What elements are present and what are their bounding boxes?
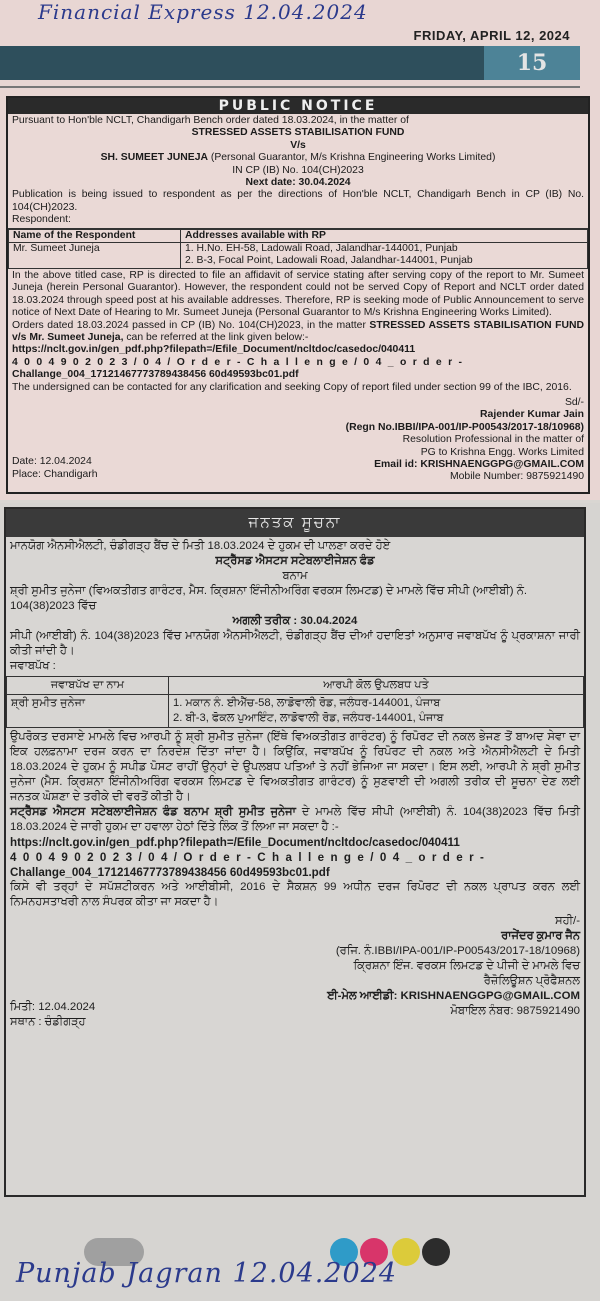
orders-text: ਦੇ ਮਾਮਲੇ ਵਿੱਚ ਸੀਪੀ (ਆਈਬੀ) ਨੰ. 104(38)2023 ਵਿੱਚ ਮਿਤੀ 18.03.2024 ਦੇ ਜਾਰੀ ਹੁਕਮ ਦਾ ਹਵਾਲਾ ਹੇਠਾਂ ਦਿੱਤੇ ਲਿੰਕ ਤੋਂ ਲਿਆ ਜਾ ਸਕਦਾ ਹੈ :- [10,806,580,833]
order-link[interactable]: Challange_004_17121467773789438456 60d49593bc01.pdf [12,369,299,381]
signature-block [6,912,584,1032]
divider [0,86,580,88]
contact-statement: ਕਿਸੇ ਵੀ ਤਰ੍ਹਾਂ ਦੇ ਸਪੱਸ਼ਟੀਕਰਨ ਅਤੇ ਆਈਬੀਸੀ, 2016 ਦੇ ਸੈਕਸ਼ਨ 99 ਅਧੀਨ ਦਰਜ ਰਿਪੋਰਟ ਦੀ ਨਕਲ ਪ੍ਰਾਪਤ ਕਰਨ ਲਈ ਨਿਮਨਹਸਤਾਖਰੀ ਨਾਲ ਸੰਪਰਕ ਕੀਤਾ ਜਾ ਸਕਦਾ ਹੈ। [10,881,580,908]
signatory-mobile: Mobile Number: 9875921490 [449,471,584,483]
case-title: ਸਟ੍ਰੈੱਸਡ ਐਸਟਸ ਸਟੇਬਲਾਈਜੇਸ਼ਨ ਫੰਡ ਬਨਾਮ ਸ਼੍ਰੀ ਸੁਮੀਤ ਜੁਨੇਜਾ [10,806,296,818]
handwritten-source-label: Punjab Jagran 12.04.2024 [16,1258,398,1289]
versus: V/s [290,139,306,151]
respondent-description: ਸ਼੍ਰੀ ਸੁਮੀਤ ਜੁਨੇਜਾ (ਵਿਅਕਤੀਗਤ ਗਾਰੰਟਰ, ਮੈਸ. ਕ੍ਰਿਸ਼ਨਾ ਇੰਜੀਨੀਅਰਿੰਗ ਵਰਕਸ ਲਿਮਟਡ) ਦੇ ਮਾਮਲੇ ਵਿੱਚ ਸੀਪੀ (ਆਈਬੀ) ਨੰ. 104(38)2023 ਵਿੱਚ [10,585,527,612]
signatory-role: PG to Krishna Engg. Works Limited [420,446,584,458]
financial-express-clipping [0,0,600,500]
public-notice-punjabi [4,507,586,1197]
punjab-jagran-clipping [0,503,600,1301]
contact-statement: The undersigned can be contacted for any clarification and seeking Copy of report filed under section 99 of the IBC, 2016. [12,381,572,393]
signed-marker: Sd/- [564,396,584,408]
signatory-role: ਰੈਜ਼ੋਲਿਊਸ਼ਨ ਪ੍ਰੋਫੈਸ਼ਨਲ [483,975,580,987]
versus: ਬਨਾਮ [282,570,308,582]
respondent-table [8,229,588,269]
notice-title: PUBLIC NOTICE [8,98,588,114]
order-link[interactable]: https://nclt.gov.in/gen_pdf.php?filepath=/Efile_Document/ncltdoc/casedoc/040411 [10,836,460,849]
notice-date: Date: 12.04.2024 [12,456,92,468]
respondent-cell: Mr. Sumeet Juneja [9,243,181,269]
table-header: ਆਰਪੀ ਕੋਲ ਉਪਲਬਧ ਪਤੇ [169,677,584,695]
respondent-name: SH. SUMEET JUNEJA [100,152,208,164]
notice-place: ਸਥਾਨ : ਚੰਡੀਗੜ੍ਹ [10,1016,86,1028]
address-2: 2. B-3, Focal Point, Ladowali Road, Jalandhar-144001, Punjab [185,255,473,267]
signatory-mobile: ਮੋਬਾਇਲ ਨੰਬਰ: 9875921490 [450,1005,580,1017]
publication-statement: ਸੀਪੀ (ਆਈਬੀ) ਨੰ. 104(38)2023 ਵਿੱਚ ਮਾਨਯੋਗ ਐਨਸੀਐਲਟੀ, ਚੰਡੀਗੜ੍ਹ ਬੈਂਚ ਦੀਆਂ ਹਦਾਇਤਾਂ ਅਨੁਸਾਰ ਜਵਾਬਪੱਖ ਨੂੰ ਪ੍ਰਕਾਸ਼ਨਾ ਜਾਰੀ ਕੀਤੀ ਜਾਂਦੀ ਹੈ। [10,630,580,657]
signatory-role: Resolution Professional in the matter of [402,434,584,446]
signatory-name: Rajender Kumar Jain [480,409,584,421]
signatory-email: Email id: KRISHNAENGGPG@GMAIL.COM [374,458,584,470]
respondent-description: (Personal Guarantor, M/s Krishna Engineering Works Limited) [208,152,496,164]
notice-date: ਮਿਤੀ: 12.04.2024 [10,1001,96,1013]
signed-marker: ਸਹੀ/- [555,915,580,927]
notice-intro: Pursuant to Hon'ble NCLT, Chandigarh Bench order dated 18.03.2024, in the matter of [12,115,409,126]
case-number: IN CP (IB) No. 104(CH)2023 [232,164,364,176]
next-hearing-date: ਅਗਲੀ ਤਰੀਕ : 30.04.2024 [232,615,358,627]
signatory-role: ਕ੍ਰਿਸ਼ਨਾ ਇੰਜ. ਵਰਕਸ ਲਿਮਟਡ ਦੇ ਪੀਜੀ ਦੇ ਮਾਮਲੇ ਵਿਚ [353,960,580,972]
orders-text: Orders dated 18.03.2024 passed in CP (IB) No. 104(CH)2023, in the matter [12,319,370,331]
registration-number: (Regn No.IBBI/IPA-001/IP-P00543/2017-18/10968) [345,421,584,433]
notice-body: In the above titled case, RP is directed to file an affidavit of service stating after serving copy of the report to Mr. Sumeet Juneja (herein Personal Guarantor). However, the respondent could not be served Copy of Report and NCLT order dated 18.03.2024 through speed post at his available addresses. Therefore, RP is seeking mode of Public Announcement to serve notice of Next Date of Hearing to Mr. Sumeet Juneja (Personal Guarantor to M/s Krishna Engineering Works Limited). [12,269,584,319]
signatory-name: ਰਾਜੇਂਦਰ ਕੁਮਾਰ ਜੈਨ [501,930,580,942]
case-title: STRESSED ASSETS STABILISATION FUND v/s Mr. Sumeet Juneja, [12,319,584,343]
petitioner-name: ਸਟ੍ਰੈੱਸਡ ਐਸਟਸ ਸਟੇਬਲਾਈਜੇਸ਼ਨ ਫੰਡ [215,555,375,567]
notice-intro: ਮਾਨਯੋਗ ਐਨਸੀਐਲਟੀ, ਚੰਡੀਗੜ੍ਹ ਬੈਂਚ ਦੇ ਮਿਤੀ 18.03.2024 ਦੇ ਹੁਕਮ ਦੀ ਪਾਲਣਾ ਕਰਦੇ ਹੋਏ [10,540,391,552]
respondent-label: ਜਵਾਬਪੱਖ : [10,660,56,672]
address-1: 1. ਮਕਾਨ ਨੰ. ਈਐੱਚ-58, ਲਾਡੋਵਾਲੀ ਰੋਡ, ਜਲੰਧਰ-144001, ਪੰਜਾਬ [173,697,441,709]
table-row [9,243,588,269]
page-header-bar [0,46,580,80]
petitioner-name: STRESSED ASSETS STABILISATION FUND [191,127,405,139]
respondent-table [6,676,584,728]
notice-title: ਜਨਤਕ ਸੂਚਨਾ [6,509,584,537]
black-registration-dot [422,1238,450,1266]
public-notice-english [6,96,590,494]
page-number: 15 [484,46,580,80]
table-row [7,695,584,728]
signature-block [8,395,588,485]
order-link[interactable]: 4004902023/04/Order-Challenge/04_order- [12,356,469,368]
table-header: Name of the Respondent [9,229,181,242]
respondent-cell: ਸ਼੍ਰੀ ਸੁਮੀਤ ਜੁਨੇਜਾ [7,695,169,728]
table-header: ਜਵਾਬਪੱਖ ਦਾ ਨਾਮ [7,677,169,695]
signatory-email: ਈ-ਮੇਲ ਆਈਡੀ: KRISHNAENGGPG@GMAIL.COM [327,990,580,1002]
next-hearing-date: Next date: 30.04.2024 [245,177,351,189]
address-2: 2. ਬੀ-3, ਫੋਕਲ ਪੁਆਇੰਟ, ਲਾਡੋਵਾਲੀ ਰੋਡ, ਜਲੰਧਰ-144001, ਪੰਜਾਬ [173,712,444,724]
orders-text-end: can be referred at the link given below:- [123,331,309,343]
publication-statement: Publication is being issued to respondent as per the directions of Hon'ble NCLT, Chandigarh Bench in CP (IB) No. 104(CH)2023. [12,189,584,213]
address-1: 1. H.No. EH-58, Ladowali Road, Jalandhar-144001, Punjab [185,243,458,255]
order-link[interactable]: https://nclt.gov.in/gen_pdf.php?filepath=/Efile_Document/ncltdoc/casedoc/040411 [12,344,416,356]
newspaper-date: FRIDAY, APRIL 12, 2024 [413,28,570,43]
notice-body: ਉਪਰੋਕਤ ਦਰਸਾਏ ਮਾਮਲੇ ਵਿਚ ਆਰਪੀ ਨੂੰ ਸ਼੍ਰੀ ਸੁਮੀਤ ਜੁਨੇਜਾ (ਇੱਥੇ ਵਿਅਕਤੀਗਤ ਗਾਰੰਟਰ) ਨੂੰ ਰਿਪੋਰਟ ਦੀ ਨਕਲ ਭੇਜਣ ਤੋਂ ਬਾਅਦ ਸੇਵਾ ਦਾ ਇਕ ਹਲਫ਼ਨਾਮਾ ਦਰਜ ਕਰਨ ਦਾ ਨਿਰਦੇਸ਼ ਦਿੱਤਾ ਜਾਂਦਾ ਹੈ। ਕਿਉਂਕਿ, ਜਵਾਬਪੱਖ ਨੂੰ ਰਿਪੋਰਟ ਦੀ ਨਕਲ ਅਤੇ ਐਨਸੀਐਲਟੀ ਦੇ ਮਿਤੀ 18.03.2024 ਦੇ ਹੁਕਮ ਨੂੰ ਸਪੀਡ ਪੋਸਟ ਰਾਹੀਂ ਉਨ੍ਹਾਂ ਦੇ ਉਪਲਬਧ ਪਤਿਆਂ ਤੇ ਨਹੀਂ ਭੇਜਿਆ ਜਾ ਸਕਦਾ। ਇਸ ਲਈ, ਆਰਪੀ ਨੇ ਸ਼੍ਰੀ ਸੁਮੀਤ ਜੁਨੇਜਾ (ਮੈਸ. ਕ੍ਰਿਸ਼ਨਾ ਇੰਜੀਨੀਅਰਿੰਗ ਵਰਕਸ ਲਿਮਟਡ ਦੇ ਵਿਅਕਤੀਗਤ ਗਾਰੰਟਰ) ਨੂੰ ਸੁਣਵਾਈ ਦੀ ਅਗਲੀ ਤਰੀਕ ਦੀ ਸੂਚਨਾ ਦੇਣ ਲਈ ਜਨਤਕ ਘੋਸ਼ਣਾ ਦੇ ਤਰੀਕੇ ਦੀ ਵਰਤੋਂ ਕੀਤੀ ਹੈ। [10,731,580,803]
registration-number: (ਰਜਿ. ਨੰ.IBBI/IPA-001/IP-P00543/2017-18/10968) [335,945,580,957]
notice-place: Place: Chandigarh [12,468,98,480]
order-link[interactable]: Challange_004_17121467773789438456 60d49593bc01.pdf [10,866,330,879]
handwritten-source-label: Financial Express 12.04.2024 [38,0,368,24]
respondent-label: Respondent: [12,214,71,226]
table-header: Addresses available with RP [181,229,588,242]
order-link[interactable]: 4004902023/04/Order-Challenge/04_order- [10,851,491,864]
